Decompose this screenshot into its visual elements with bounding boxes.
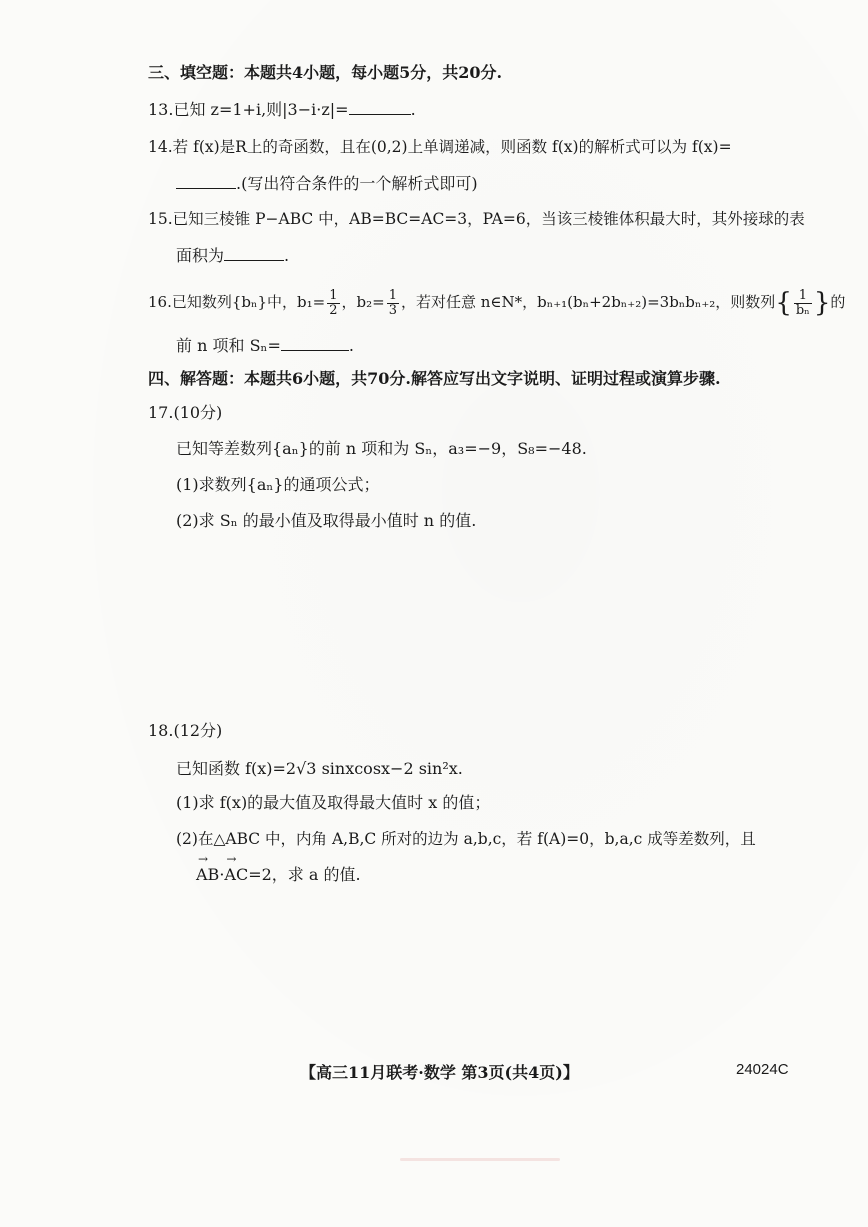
question-18-header: 18.(12分) [148, 721, 223, 740]
answer-blank [281, 334, 349, 351]
question-18-stem: 已知函数 f(x)=2√3 sinxcosx−2 sin²x. [176, 759, 463, 778]
question-14-line-2-text: .(写出符合条件的一个解析式即可) [236, 174, 478, 193]
page-footer: 【高三11月联考·数学 第3页(共4页)】 [300, 1063, 579, 1082]
question-18-part-2-tail: =2，求 a 的值. [248, 865, 361, 884]
vector-ac: → AC [224, 864, 248, 886]
question-17-stem: 已知等差数列{aₙ}的前 n 项和为 Sₙ，a₃=−9，S₈=−48. [176, 439, 587, 458]
answer-blank [224, 244, 284, 261]
b1-fraction: $\frac{1}{2}$ [329, 287, 338, 318]
question-16-line-2-prefix: 前 n 项和 Sₙ= [176, 336, 281, 355]
question-15-line-1: 15.已知三棱锥 P−ABC 中，AB=BC=AC=3，PA=6，当该三棱锥体积最大时，其外接球的表 [148, 210, 805, 228]
vector-ab: → AB [196, 864, 219, 886]
question-18-part-2-line-2 [196, 864, 361, 886]
question-14-line-2 [176, 172, 478, 195]
question-13-tail: . [410, 100, 416, 119]
question-16-line-2 [176, 334, 354, 357]
question-17-header: 17.(10分) [148, 403, 223, 422]
question-14-line-1: 14.若 f(x)是R上的奇函数，且在(0,2)上单调递减，则函数 f(x)的解析式可以为 f(x)= [148, 138, 732, 156]
question-18-part-1: (1)求 f(x)的最大值及取得最大值时 x 的值； [176, 793, 491, 812]
question-16-condition: ，若对任意 n∈N*，bₙ₊₁(bₙ+2bₙ₊₂)=3bₙbₙ₊₂，则数列 [400, 293, 776, 311]
right-brace: } [813, 288, 831, 318]
answer-blank [176, 172, 236, 189]
question-16-mid: ，b₂= [341, 293, 385, 311]
exam-code: 24024C [736, 1061, 789, 1078]
scan-smudge [400, 1158, 560, 1161]
dot-product-symbol: · [219, 865, 225, 884]
question-16-line-1 [148, 282, 845, 323]
question-18-part-2-line-1: (2)在△ABC 中，内角 A,B,C 所对的边为 a,b,c，若 f(A)=0，b,a,c 成等差数列，且 [176, 830, 756, 848]
question-17-part-2: (2)求 Sₙ 的最小值及取得最小值时 n 的值. [176, 511, 477, 530]
answer-blank [349, 98, 411, 115]
question-15-line-2 [176, 244, 289, 267]
left-brace: { [775, 288, 792, 318]
question-13 [148, 98, 416, 121]
section-3-heading: 三、填空题：本题共4小题，每小题5分，共20分. [148, 63, 503, 82]
question-17-part-1: (1)求数列{aₙ}的通项公式； [176, 475, 380, 494]
question-13-text: 13.已知 z=1+i,则|3−i·z|= [148, 100, 349, 119]
section-4-heading: 四、解答题：本题共6小题，共70分.解答应写出文字说明、证明过程或演算步骤. [148, 369, 721, 388]
question-16-suffix: 的 [830, 293, 846, 311]
reciprocal-fraction: $\frac{1}{\text{bₙ}}$ [795, 287, 810, 318]
question-16-tail: . [348, 336, 354, 355]
question-16-prefix: 16.已知数列{bₙ}中，b₁= [148, 293, 326, 311]
question-15-line-2-prefix: 面积为 [176, 246, 225, 265]
b2-fraction: $\frac{1}{3}$ [388, 287, 397, 318]
question-15-tail: . [284, 246, 290, 265]
